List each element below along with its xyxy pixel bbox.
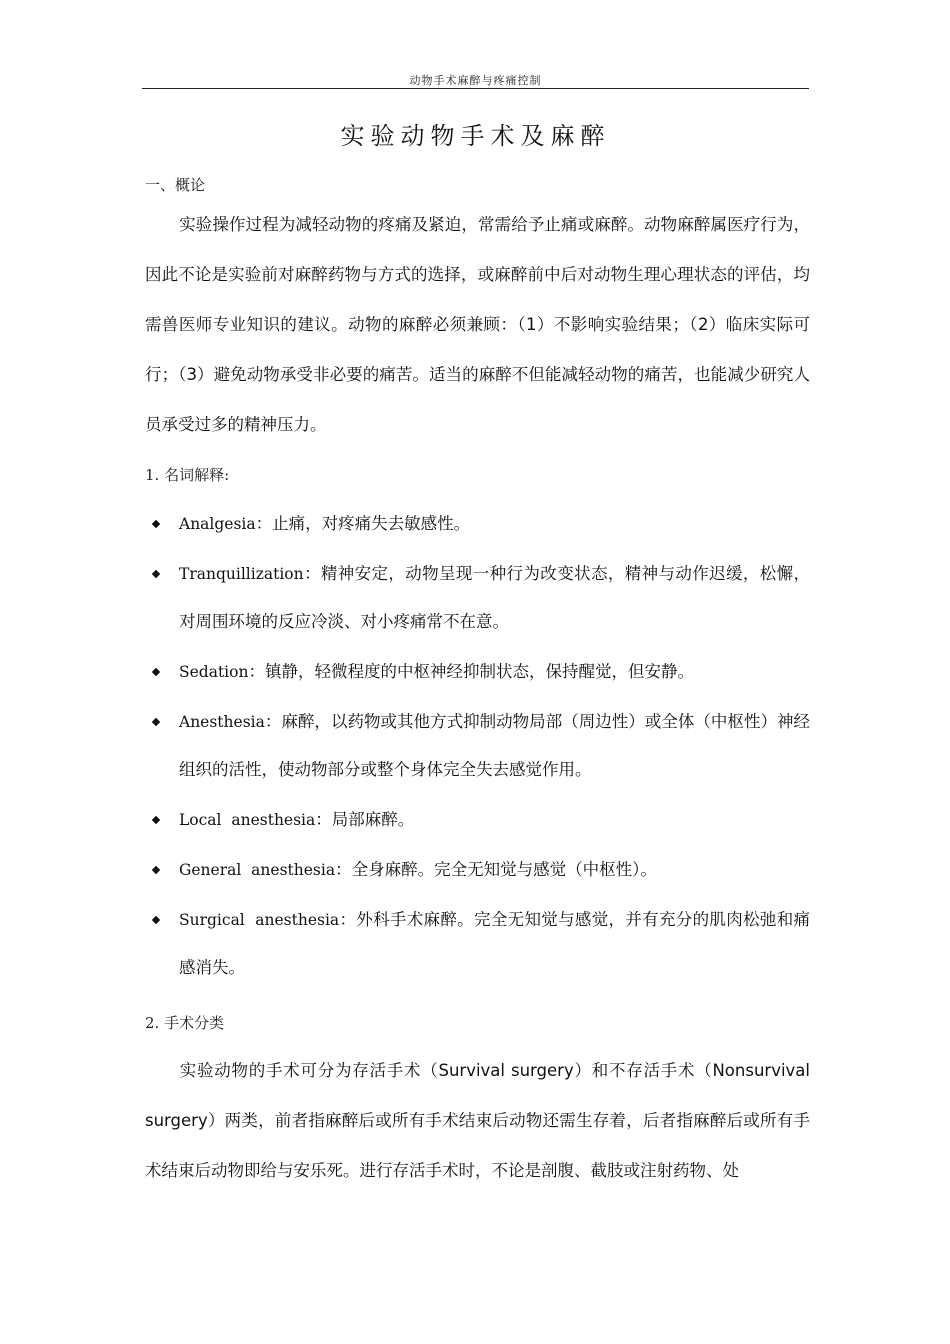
definition-item-anesthesia [145,698,810,794]
overview-text: 实验操作过程为减轻动物的疼痛及紧迫，常需给予止痛或麻醉。动物麻醉属医疗行为，因此不论是实验前对麻醉药物与方式的选择，或麻醉前中后对动物生理心理状态的评估，均需兽医师专业知识的建议。动物的麻醉必须兼顾：（1）不影响实验结果；（2）临床实际可行；（3）避免动物承受非必要的痛苦。适当的麻醉不但能减轻动物的痛苦，也能减少研究人员承受过多的精神压力。 [145,215,810,434]
section-heading-surgery: 2. 手术分类 [145,1014,225,1032]
definition-item-tranquillization [145,550,810,646]
definition-term: Local anesthesia [179,811,316,829]
definition-term: General anesthesia [179,861,336,879]
diamond-bullet-icon [152,816,160,824]
definition-term: Surgical anesthesia [179,911,340,929]
definitions-list [145,500,810,994]
diamond-bullet-icon [152,668,160,676]
surgery-paragraph [145,1046,810,1196]
running-header: 动物手术麻醉与疼痛控制 [409,74,542,87]
definition-item-surgical-anesthesia [145,896,810,992]
diamond-bullet-icon [152,866,160,874]
diamond-bullet-icon [152,570,160,578]
definition-text: ：全身麻醉。完全无知觉与感觉（中枢性）。 [335,860,657,879]
definition-term: Analgesia [179,515,256,533]
definition-text: ：止痛，对疼痛失去敏感性。 [255,514,471,533]
definition-text: ：局部麻醉。 [315,810,415,829]
definition-text: ：镇静，轻微程度的中枢神经抑制状态，保持醒觉，但安静。 [248,662,694,681]
definition-term: Anesthesia [179,713,265,731]
definition-term: Sedation [179,663,249,681]
diamond-bullet-icon [152,718,160,726]
definition-text: ：麻醉，以药物或其他方式抑制动物局部（周边性）或全体（中枢性）神经组织的活性，使动物部分或整个身体完全失去感觉作用。 [179,712,810,779]
diamond-bullet-icon [152,520,160,528]
definition-item-general-anesthesia [145,846,810,894]
definition-item-sedation [145,648,810,696]
section-heading-definitions: 1. 名词解释: [145,466,230,484]
surgery-text: 实验动物的手术可分为存活手术（Survival surgery）和不存活手术（Nonsurvival surgery）两类，前者指麻醉后或所有手术结束后动物还需生存着，后者指麻醉后或所有手术结束后动物即给与安乐死。进行存活手术时，不论是剖腹、截肢或注射药物、处 [145,1061,810,1180]
definition-item-analgesia [145,500,810,548]
diamond-bullet-icon [152,916,160,924]
header-rule [142,88,809,89]
section-heading-overview: 一、概论 [145,176,206,194]
definition-text: ：精神安定，动物呈现一种行为改变状态，精神与动作迟缓，松懈，对周围环境的反应冷淡、对小疼痛常不在意。 [179,564,810,631]
definition-item-local-anesthesia [145,796,810,844]
definition-text: ：外科手术麻醉。完全无知觉与感觉，并有充分的肌肉松弛和痛感消失。 [179,910,811,977]
overview-paragraph [145,200,810,450]
definition-term: Tranquillization [179,565,304,583]
document-title: 实验动物手术及麻醉 [340,122,611,150]
